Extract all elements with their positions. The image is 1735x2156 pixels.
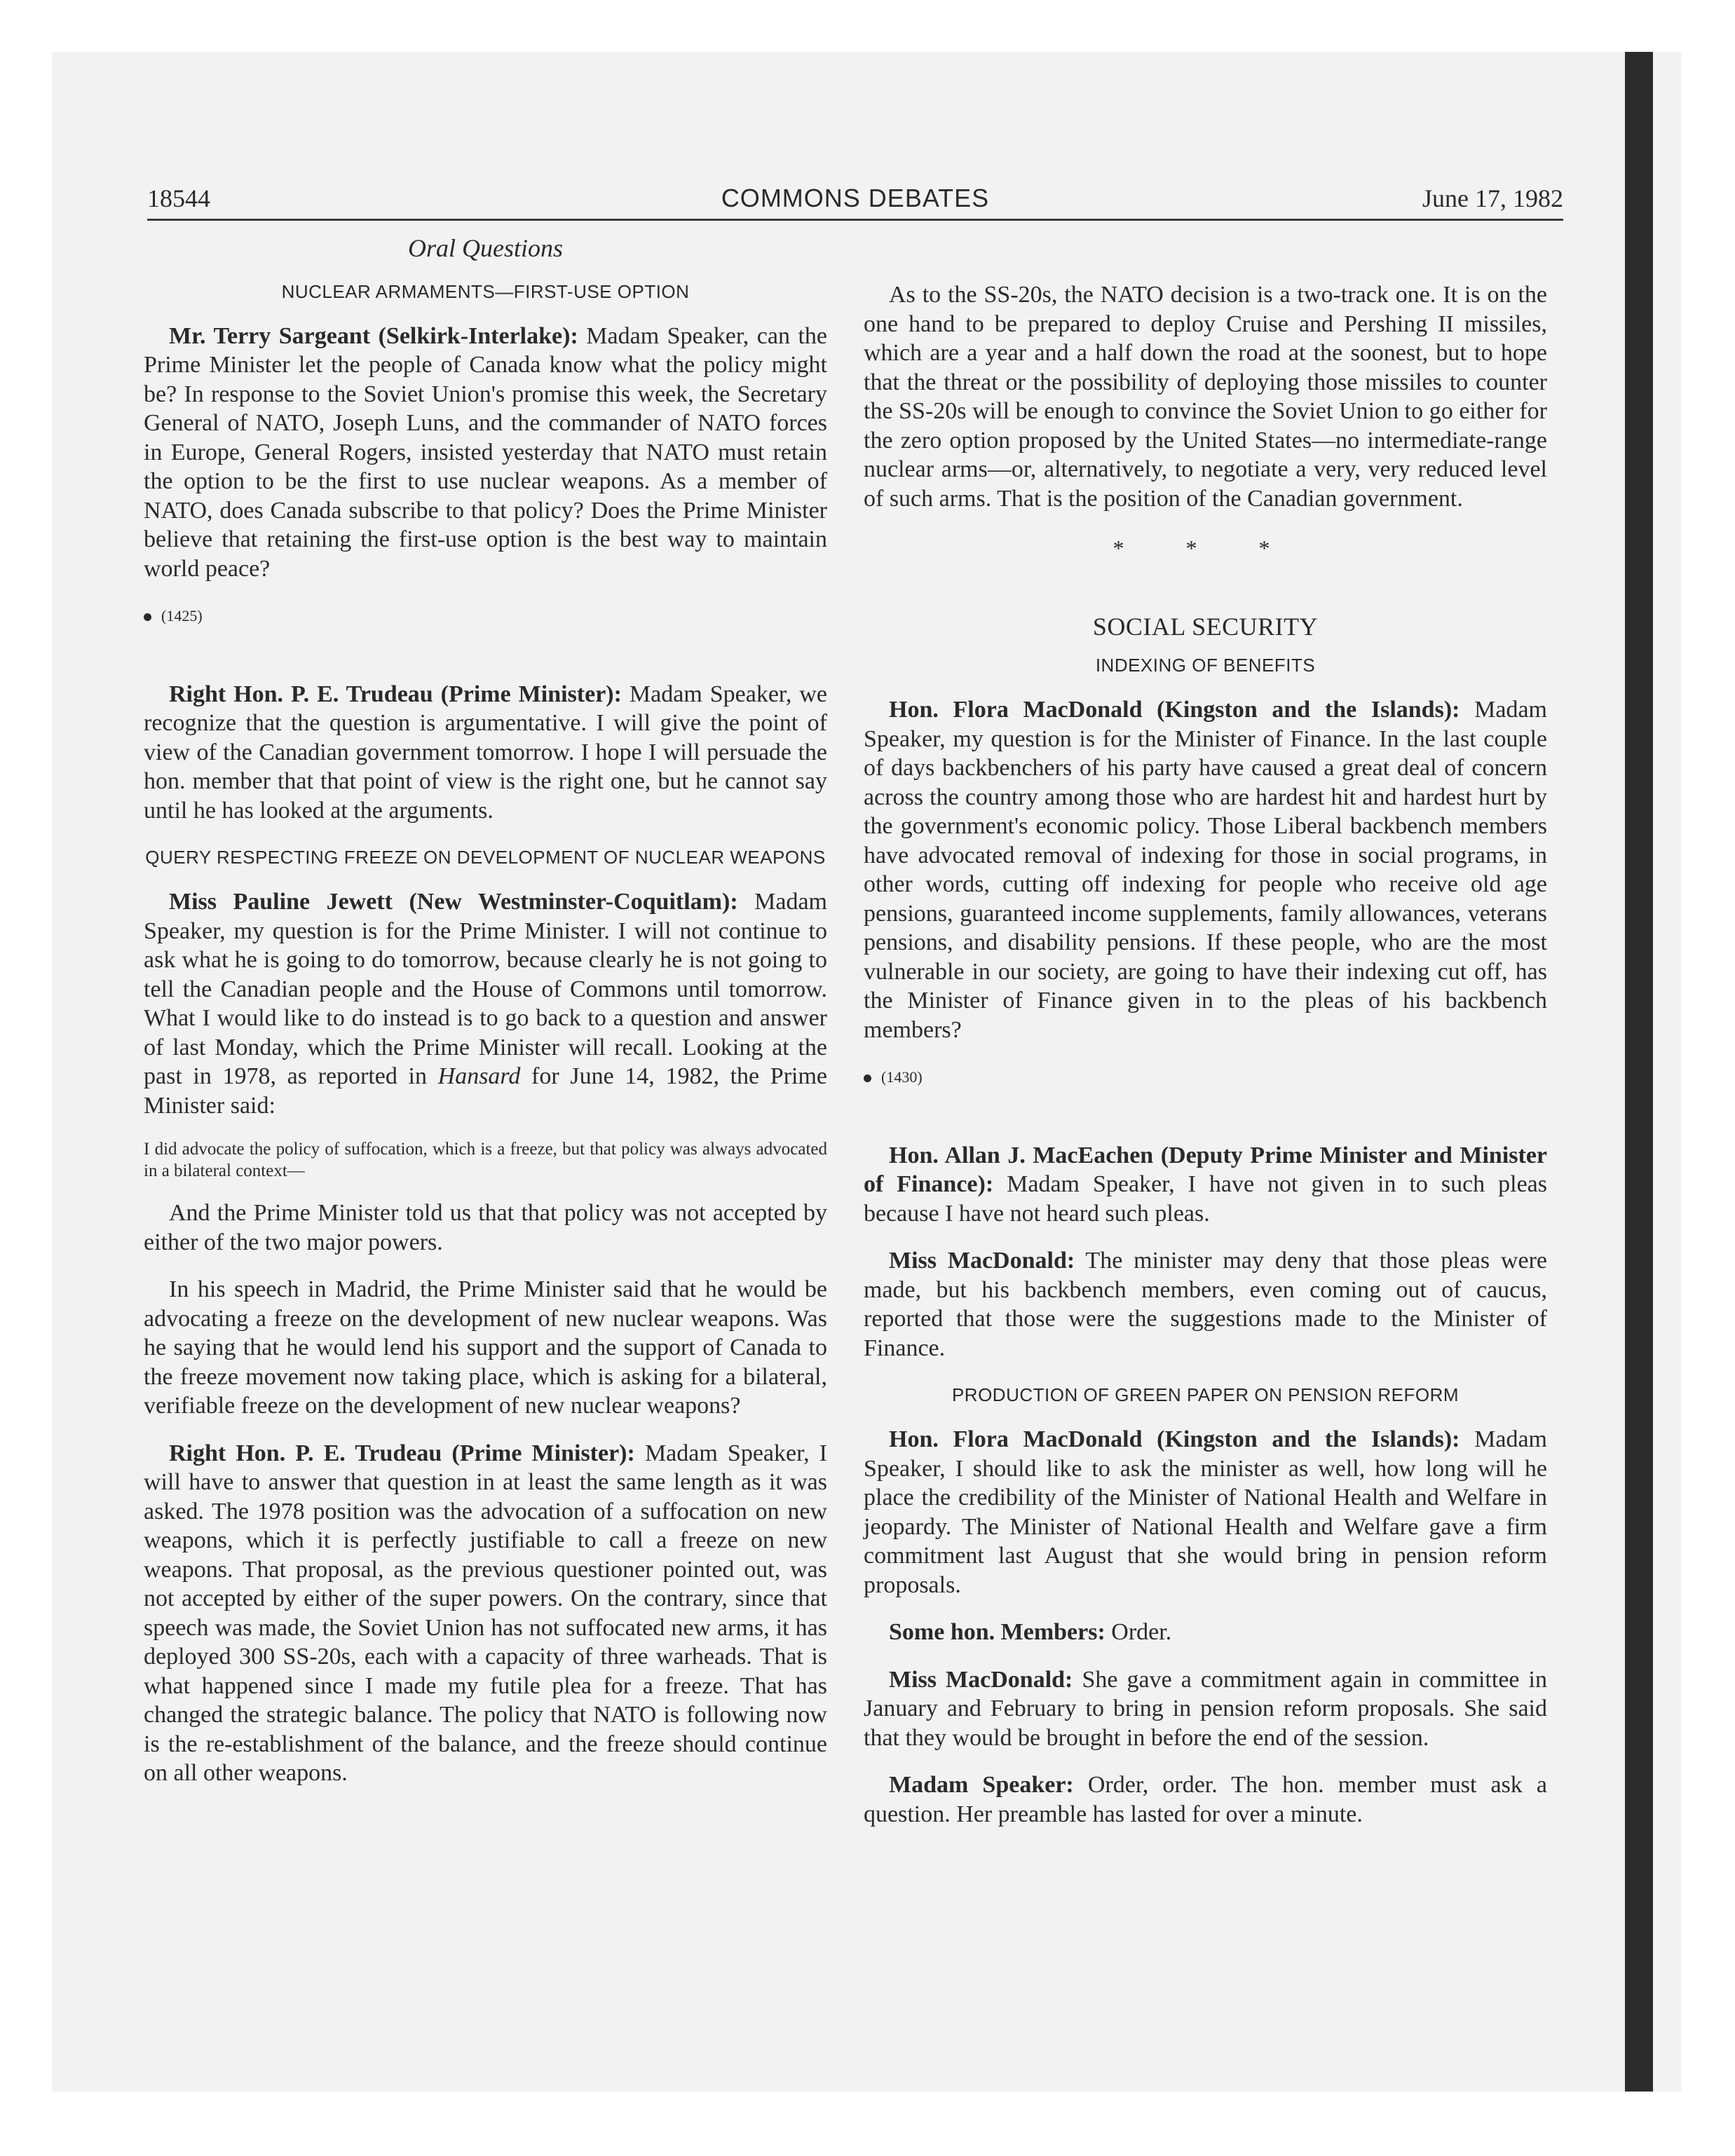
time-text: (1430) <box>881 1068 923 1086</box>
interjection-members <box>864 1618 1547 1647</box>
speech-text: Order, order. The hon. member must ask a question. Her preamble has lasted for over a minute. <box>864 1772 1547 1827</box>
speaker-name: Miss MacDonald: <box>889 1248 1075 1274</box>
speaker-name: Miss MacDonald: <box>889 1666 1073 1693</box>
left-column <box>144 231 827 1806</box>
time-marker <box>864 1063 1547 1092</box>
speech-text: Madam Speaker, I have not given in to such pleas because I have not heard such pleas. <box>864 1171 1547 1227</box>
speaker-name: Hon. Allan J. MacEachen (Deputy Prime Minister and Minister of Finance): <box>864 1142 1547 1197</box>
speech-text: Madam Speaker, we recognize that the question is argumentative. I will give the point of view of the Canadian government tomorrow. I hope I will persuade the hon. member that that point of view is the right one, but he cannot say until he has looked at the arguments. <box>144 681 827 824</box>
hansard-italic: Hansard <box>437 1063 521 1089</box>
right-column <box>864 280 1547 1847</box>
speech-jewett <box>144 887 827 1120</box>
speaker-name: Some hon. Members: <box>889 1619 1105 1645</box>
speaker-name: Hon. Flora MacDonald (Kingston and the Islands): <box>889 697 1460 723</box>
bullet-icon <box>864 1074 871 1082</box>
speech-text: Madam Speaker, I will have to answer that question in at least the same length as it was asked. The 1978 position was the advocation of a suffocation on new weapons, which it is perfectly justifiable to call a freeze on new weapons. That proposal, as the previous questioner pointed out, was not accepted by either of the super powers. On the contrary, since that speech was made, the Soviet Union has not suffocated new arms, it has deployed 300 SS-20s, each with a capacity of three warheads. That is what happened since I made my futile plea for a freeze. That has changed the strategic balance. The policy that NATO is following now is the re-establishment of the balance, and the freeze should continue on all other weapons. <box>144 1440 827 1786</box>
speech-text: Madam Speaker, can the Prime Minister let the people of Canada know what the policy might be? In response to the Soviet Union's promise this week, the Secretary General of NATO, Joseph Luns, and the commander of NATO forces in Europe, General Rogers, insisted yesterday that NATO must retain the option to be the first to use nuclear weapons. As a member of NATO, does Canada subscribe to that policy? Does the Prime Minister believe that retaining the first-use option is the best way to maintain world peace? <box>144 322 827 582</box>
time-text: (1425) <box>161 607 203 625</box>
speech-text: Madam Speaker, my question is for the Minister of Finance. In the last couple of days backbenchers of his party have caused a great deal of concern across the country among those who are hardest hit and hardest hurt by the government's economic policy. Those Liberal backbench members have advocated removal of indexing for those in social programs, in other words, cutting off indexing for people who receive old age pensions, guaranteed income supplements, family allowances, veterans pensions, and disability pensions. If these people, who are the most vulnerable in our society, are going to have their indexing cut off, has the Minister of Finance given in to the pleas of his backbench members? <box>864 697 1548 1043</box>
subhead-green-paper: PRODUCTION OF GREEN PAPER ON PENSION REFORM <box>951 1384 1460 1405</box>
block-quote: I did advocate the policy of suffocation, which is a freeze, but that policy was always advocated in a bilateral context— <box>144 1140 827 1180</box>
speaker-name: Madam Speaker: <box>889 1772 1074 1798</box>
subhead-first-use-option: NUCLEAR ARMAMENTS—FIRST-USE OPTION <box>281 280 690 302</box>
speech-text: Madam Speaker, I should like to ask the minister as well, how long will he place the credibility of the Minister of National Health and Welfare in jeopardy. The Minister of National Health and Welfare gave a firm commitment last August that she would bring in pension reform proposals. <box>864 1426 1548 1598</box>
speech-macdonald-3 <box>864 1425 1547 1599</box>
speech-text: The minister may deny that those pleas were made, but his backbench members, even coming out of caucus, reported that those were the suggestions made to the Minister of Finance. <box>864 1248 1547 1361</box>
speech-jewett-cont-1: And the Prime Minister told us that that policy was not accepted by either of the two major powers. <box>144 1200 827 1255</box>
section-separator: * * * <box>1113 535 1298 561</box>
speech-text: Order. <box>1105 1619 1172 1645</box>
time-marker <box>144 601 827 631</box>
section-label: Oral Questions <box>407 234 563 262</box>
page-number: 18544 <box>147 184 210 212</box>
speech-jewett-cont-2: In his speech in Madrid, the Prime Minister said that he would be advocating a freeze on the development of new nuclear weapons. Was he saying that he would lend his support and the support of Canada to the freeze movement now taking place, which is asking for a bilateral, verifiable freeze on the development of new nuclear weapons? <box>144 1276 827 1419</box>
speaker-name: Mr. Terry Sargeant (Selkirk-Interlake): <box>169 322 578 349</box>
scan-edge-bar <box>1625 52 1653 2092</box>
bullet-icon <box>144 613 151 621</box>
subhead-freeze-query: QUERY RESPECTING FREEZE ON DEVELOPMENT OF NUCLEAR WEAPONS <box>145 847 826 868</box>
speech-macdonald-2 <box>864 1246 1547 1363</box>
speech-macdonald-1 <box>864 695 1547 1044</box>
speech-trudeau-1 <box>144 680 827 826</box>
publication-title: COMMONS DEBATES <box>721 184 990 212</box>
section-title: SOCIAL SECURITY <box>1092 612 1319 641</box>
speech-text: for June 14, 1982, the Prime Minister said: <box>144 1063 828 1119</box>
speech-trudeau-2 <box>144 1439 827 1788</box>
speech-maceachen <box>864 1141 1547 1229</box>
speech-trudeau-cont: As to the SS-20s, the NATO decision is a two-track one. It is on the one hand to be prepared to deploy Cruise and Pershing II missiles, which are a year and a half down the road at the soonest, but to hope that the threat or the possibility of deploying those missiles to counter the SS-20s will be enough to convince the Soviet Union to go either for the zero option proposed by the United States—no intermediate-range nuclear arms—or, alternatively, to negotiate a very, very reduced level of such arms. That is the position of the Canadian government. <box>864 282 1547 512</box>
speaker-name: Right Hon. P. E. Trudeau (Prime Minister): <box>169 681 622 707</box>
subhead-indexing: INDEXING OF BENEFITS <box>1095 655 1316 676</box>
speaker-name: Hon. Flora MacDonald (Kingston and the Islands): <box>889 1426 1460 1452</box>
speaker-name: Miss Pauline Jewett (New Westminster-Coquitlam): <box>169 889 738 915</box>
page-header <box>147 184 1563 221</box>
publication-date: June 17, 1982 <box>1422 184 1563 212</box>
speech-text: She gave a commitment again in committee in January and February to bring in pension reform proposals. She said that they would be brought in before the end of the session. <box>864 1666 1548 1751</box>
speech-madam-speaker <box>864 1770 1547 1829</box>
speaker-name: Right Hon. P. E. Trudeau (Prime Minister): <box>169 1440 635 1466</box>
speech-macdonald-4 <box>864 1665 1547 1753</box>
speech-sargeant <box>144 322 827 584</box>
speech-text: Madam Speaker, my question is for the Prime Minister. I will not continue to ask what he is going to do tomorrow, because clearly he is not going to tell the Canadian people and the House of Commons until tomorrow. What I would like to do instead is to go back to a question and answer of last Monday, which the Prime Minister will recall. Looking at the past in 1978, as reported in <box>144 889 827 1089</box>
